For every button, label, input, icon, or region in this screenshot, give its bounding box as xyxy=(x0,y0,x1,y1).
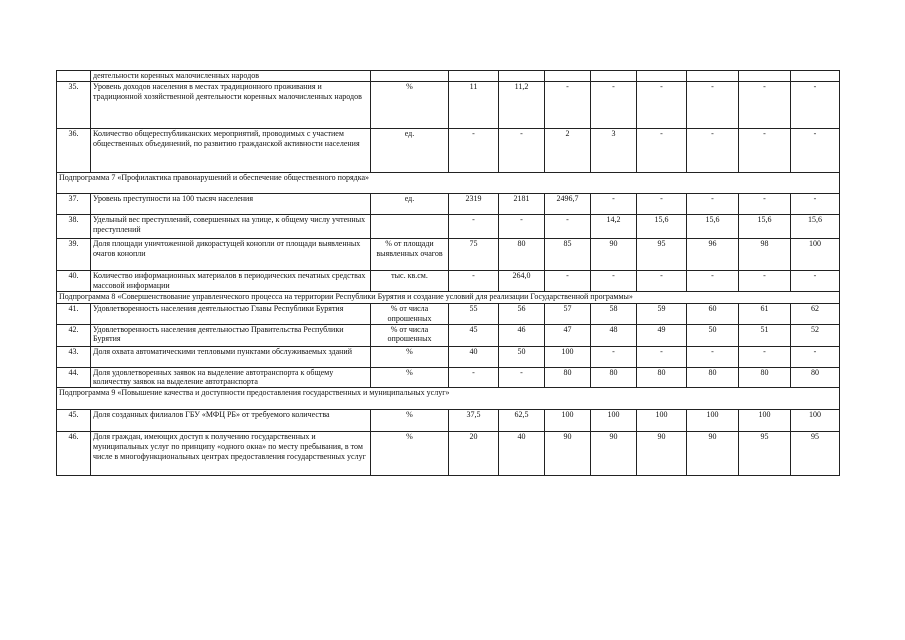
value-cell: - xyxy=(591,346,637,367)
subprogram-row xyxy=(57,173,840,194)
value-cell: 100 xyxy=(687,410,739,432)
table-body xyxy=(57,71,840,476)
value-cell: - xyxy=(637,194,687,215)
table-row xyxy=(57,346,840,367)
value-cell: - xyxy=(791,129,840,173)
value-cell: - xyxy=(637,271,687,292)
value-cell: 80 xyxy=(687,367,739,388)
row-number-cell: 38. xyxy=(57,215,91,239)
value-cell: 90 xyxy=(591,239,637,271)
value-cell: 50 xyxy=(499,346,545,367)
table-row xyxy=(57,82,840,129)
value-cell: - xyxy=(739,271,791,292)
unit-cell: % xyxy=(371,410,449,432)
value-cell xyxy=(739,71,791,82)
subprogram-title: Подпрограмма 9 «Повышение качества и доступности предоставления государственных и муниципальных услуг» xyxy=(57,388,840,410)
unit-cell: % от числа опрошенных xyxy=(371,324,449,346)
value-cell: - xyxy=(449,215,499,239)
value-cell: 90 xyxy=(637,432,687,476)
value-cell: - xyxy=(637,346,687,367)
value-cell: 11 xyxy=(449,82,499,129)
value-cell: - xyxy=(499,215,545,239)
unit-cell: % xyxy=(371,82,449,129)
value-cell xyxy=(449,71,499,82)
indicator-name-cell: деятельности коренных малочисленных народов xyxy=(91,71,371,82)
unit-cell: % xyxy=(371,432,449,476)
value-cell: 61 xyxy=(739,304,791,325)
subprogram-row xyxy=(57,388,840,410)
value-cell: - xyxy=(739,346,791,367)
value-cell: - xyxy=(637,129,687,173)
table-row xyxy=(57,304,840,325)
row-number-cell: 41. xyxy=(57,304,91,325)
value-cell: 37,5 xyxy=(449,410,499,432)
value-cell: 49 xyxy=(637,324,687,346)
value-cell: 15,6 xyxy=(791,215,840,239)
row-number-cell: 42. xyxy=(57,324,91,346)
value-cell: - xyxy=(637,82,687,129)
row-number-cell: 39. xyxy=(57,239,91,271)
value-cell: 90 xyxy=(687,432,739,476)
unit-cell xyxy=(371,71,449,82)
indicator-name-cell: Доля площади уничтоженной дикорастущей конопли от площади выявленных очагов конопли xyxy=(91,239,371,271)
value-cell: - xyxy=(739,194,791,215)
value-cell: 58 xyxy=(591,304,637,325)
value-cell: 47 xyxy=(545,324,591,346)
value-cell xyxy=(499,71,545,82)
value-cell: 62,5 xyxy=(499,410,545,432)
value-cell: 95 xyxy=(637,239,687,271)
indicator-name-cell: Уровень преступности на 100 тысяч населения xyxy=(91,194,371,215)
value-cell: - xyxy=(499,129,545,173)
value-cell: 59 xyxy=(637,304,687,325)
value-cell: 80 xyxy=(545,367,591,388)
subprogram-row xyxy=(57,292,840,304)
value-cell: 56 xyxy=(499,304,545,325)
value-cell: 100 xyxy=(591,410,637,432)
table-row xyxy=(57,432,840,476)
value-cell: 15,6 xyxy=(637,215,687,239)
table-row xyxy=(57,271,840,292)
indicator-name-cell: Доля удовлетворенных заявок на выделение автотранспорта к общему количеству заявок на выделение автотранспорта xyxy=(91,367,371,388)
indicator-name-cell: Доля охвата автоматическими тепловыми пунктами обслуживаемых зданий xyxy=(91,346,371,367)
value-cell: 80 xyxy=(791,367,840,388)
value-cell xyxy=(637,71,687,82)
value-cell: 15,6 xyxy=(739,215,791,239)
value-cell: 2 xyxy=(545,129,591,173)
value-cell: - xyxy=(449,367,499,388)
value-cell: 80 xyxy=(637,367,687,388)
table-row xyxy=(57,367,840,388)
indicator-name-cell: Уровень доходов населения в местах традиционного проживания и традиционной хозяйственной деятельности коренных малочисленных народов xyxy=(91,82,371,129)
value-cell: - xyxy=(791,271,840,292)
value-cell: 95 xyxy=(739,432,791,476)
table-row xyxy=(57,194,840,215)
value-cell: - xyxy=(449,271,499,292)
value-cell: 80 xyxy=(739,367,791,388)
value-cell: 80 xyxy=(499,239,545,271)
value-cell: - xyxy=(499,367,545,388)
table-row xyxy=(57,129,840,173)
indicators-table xyxy=(56,70,840,476)
value-cell: 75 xyxy=(449,239,499,271)
row-number-cell: 44. xyxy=(57,367,91,388)
value-cell: 50 xyxy=(687,324,739,346)
unit-cell: % xyxy=(371,346,449,367)
unit-cell: ед. xyxy=(371,129,449,173)
value-cell: 264,0 xyxy=(499,271,545,292)
value-cell: 46 xyxy=(499,324,545,346)
value-cell: 100 xyxy=(791,410,840,432)
unit-cell xyxy=(371,215,449,239)
value-cell: - xyxy=(791,194,840,215)
value-cell: 11,2 xyxy=(499,82,545,129)
table-row xyxy=(57,410,840,432)
value-cell: 40 xyxy=(449,346,499,367)
value-cell: 85 xyxy=(545,239,591,271)
indicator-name-cell: Удовлетворенность населения деятельностью Правительства Республики Бурятия xyxy=(91,324,371,346)
row-number-cell: 43. xyxy=(57,346,91,367)
value-cell xyxy=(591,71,637,82)
value-cell: 57 xyxy=(545,304,591,325)
value-cell: - xyxy=(591,194,637,215)
row-number-cell: 37. xyxy=(57,194,91,215)
table-row xyxy=(57,215,840,239)
subprogram-title: Подпрограмма 7 «Профилактика правонарушений и обеспечение общественного порядка» xyxy=(57,173,840,194)
row-number-cell: 45. xyxy=(57,410,91,432)
value-cell: 100 xyxy=(545,346,591,367)
value-cell: - xyxy=(545,82,591,129)
value-cell: 55 xyxy=(449,304,499,325)
value-cell: 80 xyxy=(591,367,637,388)
value-cell: 90 xyxy=(545,432,591,476)
value-cell: 14,2 xyxy=(591,215,637,239)
value-cell: 45 xyxy=(449,324,499,346)
value-cell: - xyxy=(545,271,591,292)
value-cell: - xyxy=(687,346,739,367)
indicator-name-cell: Количество общереспубликанских мероприятий, проводимых с участием общественных объединений, по развитию гражданской активности населения xyxy=(91,129,371,173)
value-cell: 95 xyxy=(791,432,840,476)
value-cell: 100 xyxy=(739,410,791,432)
indicator-name-cell: Доля граждан, имеющих доступ к получению государственных и муниципальных услуг по принципу «одного окна» по месту пребывания, в том числе в многофункциональных центрах предоставления государственных услуг xyxy=(91,432,371,476)
value-cell: - xyxy=(687,82,739,129)
value-cell xyxy=(791,71,840,82)
value-cell: - xyxy=(687,129,739,173)
value-cell: 48 xyxy=(591,324,637,346)
value-cell: 96 xyxy=(687,239,739,271)
value-cell: 51 xyxy=(739,324,791,346)
value-cell: 20 xyxy=(449,432,499,476)
value-cell: 3 xyxy=(591,129,637,173)
unit-cell: % от площади выявленных очагов xyxy=(371,239,449,271)
table-row xyxy=(57,71,840,82)
value-cell: 2496,7 xyxy=(545,194,591,215)
value-cell: 52 xyxy=(791,324,840,346)
value-cell xyxy=(687,71,739,82)
value-cell: 98 xyxy=(739,239,791,271)
unit-cell: ед. xyxy=(371,194,449,215)
value-cell: - xyxy=(687,271,739,292)
value-cell: - xyxy=(545,215,591,239)
value-cell: - xyxy=(739,129,791,173)
row-number-cell: 36. xyxy=(57,129,91,173)
indicator-name-cell: Количество информационных материалов в периодических печатных средствах массовой информации xyxy=(91,271,371,292)
indicator-name-cell: Удовлетворенность населения деятельностью Главы Республики Бурятия xyxy=(91,304,371,325)
value-cell: - xyxy=(591,82,637,129)
value-cell: - xyxy=(791,82,840,129)
value-cell: 100 xyxy=(637,410,687,432)
value-cell: 40 xyxy=(499,432,545,476)
unit-cell: % от числа опрошенных xyxy=(371,304,449,325)
subprogram-title: Подпрограмма 8 «Совершенствование управленческого процесса на территории Республики Бурятия и создание условий для реализации Государственной программы» xyxy=(57,292,840,304)
value-cell: - xyxy=(739,82,791,129)
row-number-cell: 46. xyxy=(57,432,91,476)
value-cell: 100 xyxy=(791,239,840,271)
value-cell: - xyxy=(791,346,840,367)
value-cell: 100 xyxy=(545,410,591,432)
value-cell: 60 xyxy=(687,304,739,325)
unit-cell: тыс. кв.см. xyxy=(371,271,449,292)
row-number-cell: 35. xyxy=(57,82,91,129)
table-row xyxy=(57,239,840,271)
indicator-name-cell: Доля созданных филиалов ГБУ «МФЦ РБ» от требуемого количества xyxy=(91,410,371,432)
unit-cell: % xyxy=(371,367,449,388)
value-cell: 2319 xyxy=(449,194,499,215)
value-cell: - xyxy=(591,271,637,292)
table-row xyxy=(57,324,840,346)
value-cell: - xyxy=(449,129,499,173)
row-number-cell: 40. xyxy=(57,271,91,292)
value-cell: - xyxy=(687,194,739,215)
row-number-cell xyxy=(57,71,91,82)
value-cell: 2181 xyxy=(499,194,545,215)
indicator-name-cell: Удельный вес преступлений, совершенных на улице, к общему числу учтенных преступлений xyxy=(91,215,371,239)
value-cell: 62 xyxy=(791,304,840,325)
value-cell xyxy=(545,71,591,82)
value-cell: 90 xyxy=(591,432,637,476)
value-cell: 15,6 xyxy=(687,215,739,239)
